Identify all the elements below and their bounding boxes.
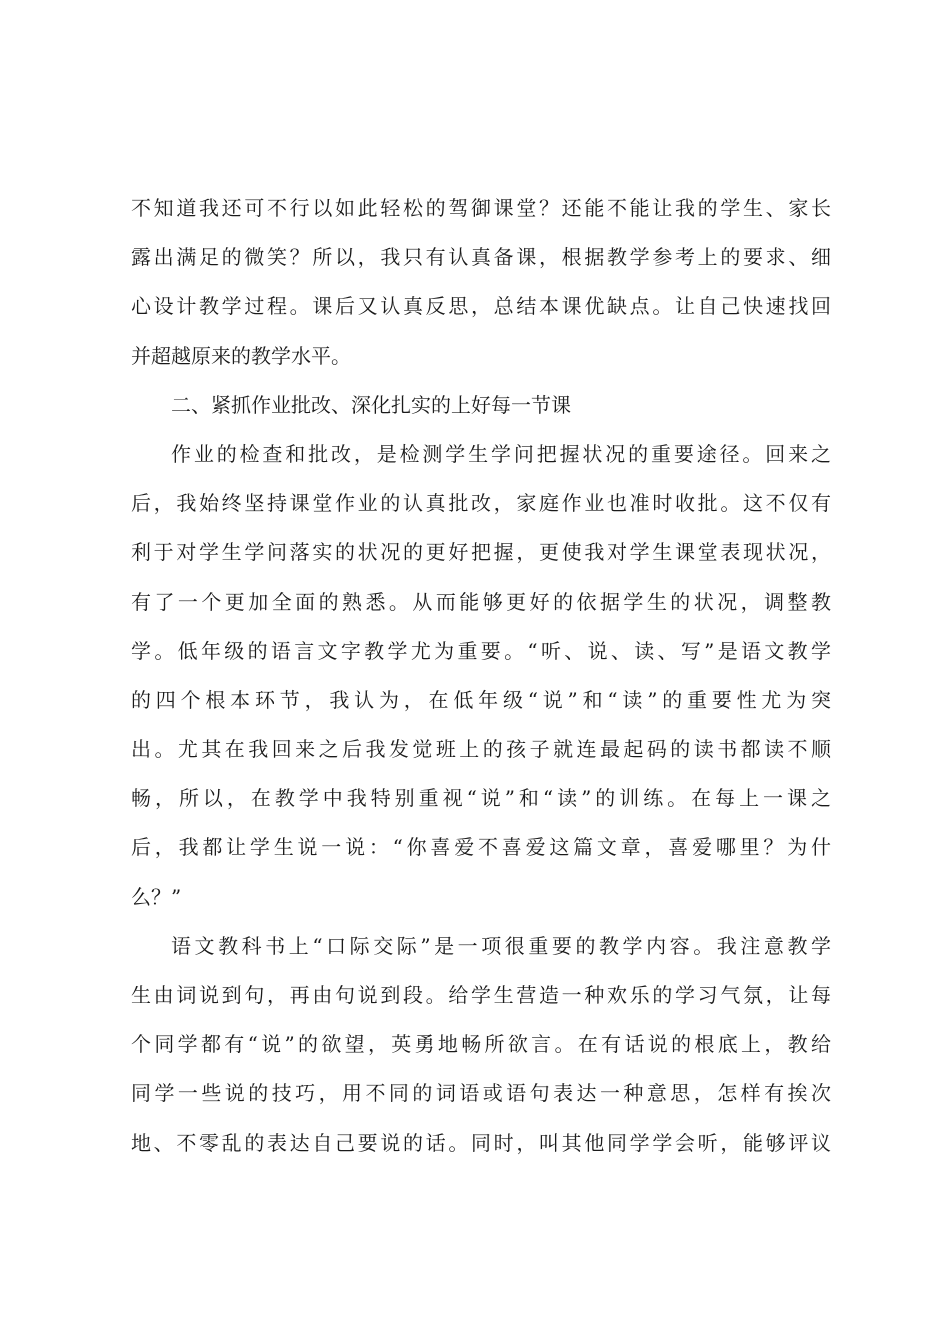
- text-line: 的四个根本环节，我认为，在低年级“说”和“读”的重要性尤为突: [131, 687, 831, 712]
- text-line: 畅，所以，在教学中我特别重视“说”和“读”的训练。在每上一课之: [131, 786, 831, 811]
- text-line: 同学一些说的技巧，用不同的词语或语句表达一种意思，怎样有挨次: [131, 1081, 831, 1106]
- text-line: 学。低年级的语言文字教学尤为重要。“听、说、读、写”是语文教学: [131, 638, 831, 663]
- text-line: 生由词说到句，再由句说到段。给学生营造一种欢乐的学习气氛，让每: [131, 983, 831, 1007]
- text-line: 地、不零乱的表达自己要说的话。同时，叫其他同学学会听，能够评议: [131, 1130, 831, 1155]
- text-line: 么？”: [131, 884, 182, 909]
- text-line: 后，我都让学生说一说：“你喜爱不喜爱这篇文章，喜爱哪里？为什: [131, 835, 831, 860]
- text-line: 利于对学生学问落实的状况的更好把握，更使我对学生课堂表现状况，: [131, 540, 831, 565]
- text-line: 不知道我还可不行以如此轻松的驾御课堂？还能不能让我的学生、家长: [131, 196, 831, 220]
- text-line: 作业的检查和批改，是检测学生学问把握状况的重要途径。回来之: [171, 441, 831, 466]
- section-heading: 二、紧抓作业批改、深化扎实的上好每一节课: [171, 392, 571, 417]
- text-line: 后，我始终坚持课堂作业的认真批改，家庭作业也准时收批。这不仅有: [131, 491, 831, 516]
- text-line: 有了一个更加全面的熟悉。从而能够更好的依据学生的状况，调整教: [131, 589, 831, 614]
- text-line: 语文教科书上“口际交际”是一项很重要的教学内容。我注意教学: [171, 933, 831, 958]
- body-text: [131, 184, 831, 1168]
- text-line: 个同学都有“说”的欲望，英勇地畅所欲言。在有话说的根底上，教给: [131, 1032, 831, 1057]
- text-line: 并超越原来的教学水平。: [131, 343, 351, 368]
- text-line: 露出满足的微笑？所以，我只有认真备课，根据教学参考上的要求、细: [131, 245, 831, 270]
- text-line: 心设计教学过程。课后又认真反思，总结本课优缺点。让自己快速找回: [131, 294, 831, 319]
- text-line: 出。尤其在我回来之后我发觉班上的孩子就连最起码的读书都读不顺: [131, 737, 831, 762]
